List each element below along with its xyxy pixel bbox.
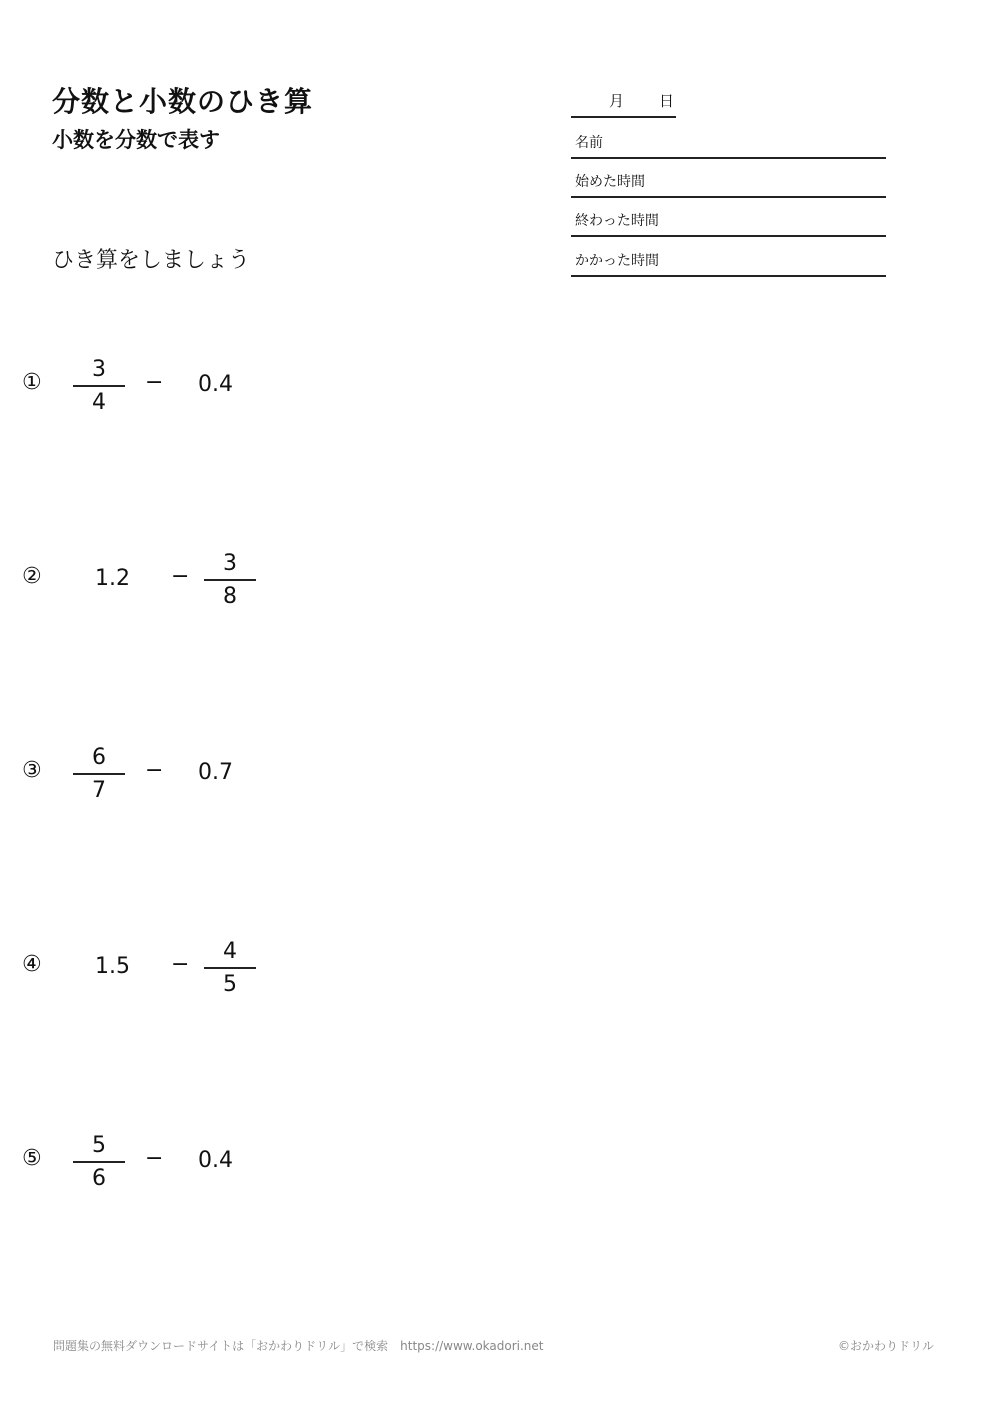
minus-sign: − bbox=[145, 370, 164, 395]
problem-2 bbox=[0, 550, 500, 614]
elapsed-time-field bbox=[571, 238, 886, 277]
problem-number: ③ bbox=[22, 758, 42, 783]
problem-4 bbox=[0, 938, 500, 1002]
minus-sign: − bbox=[171, 952, 190, 977]
fraction-bar bbox=[204, 967, 256, 969]
footer-credit: 問題集の無料ダウンロードサイトは「おかわりドリル」で検索 https://www.okadori.net bbox=[53, 1339, 544, 1353]
date-field bbox=[571, 86, 676, 118]
numerator: 3 bbox=[92, 357, 106, 382]
denominator: 7 bbox=[92, 778, 106, 803]
elapsed-time-label: かかった時間 bbox=[575, 253, 659, 269]
minus-sign: − bbox=[145, 758, 164, 783]
fraction bbox=[204, 938, 256, 998]
numerator: 6 bbox=[92, 745, 106, 770]
name-label: 名前 bbox=[575, 135, 603, 151]
numerator: 3 bbox=[223, 551, 237, 576]
page-subtitle: 小数を分数で表す bbox=[52, 128, 220, 152]
decimal-value: 0.7 bbox=[198, 760, 233, 785]
fraction-bar bbox=[73, 385, 125, 387]
decimal-value: 0.4 bbox=[198, 1148, 233, 1173]
problem-1 bbox=[0, 356, 500, 420]
fraction-bar bbox=[73, 1161, 125, 1163]
end-time-label: 終わった時間 bbox=[575, 213, 659, 229]
page-title: 分数と小数のひき算 bbox=[52, 85, 314, 118]
fraction bbox=[73, 1132, 125, 1192]
numerator: 5 bbox=[92, 1133, 106, 1158]
name-field bbox=[571, 120, 886, 159]
minus-sign: − bbox=[145, 1146, 164, 1171]
problem-number: ④ bbox=[22, 952, 42, 977]
month-label: 月 bbox=[609, 92, 625, 110]
denominator: 5 bbox=[223, 972, 237, 997]
denominator: 4 bbox=[92, 390, 106, 415]
decimal-value: 0.4 bbox=[198, 372, 233, 397]
start-time-field bbox=[571, 159, 886, 198]
fraction bbox=[73, 356, 125, 416]
problem-5 bbox=[0, 1132, 500, 1196]
day-label: 日 bbox=[659, 92, 675, 110]
footer-copyright: ©おかわりドリル bbox=[837, 1339, 934, 1353]
instruction-text: ひき算をしましょう bbox=[52, 248, 251, 273]
problem-number: ① bbox=[22, 370, 42, 395]
denominator: 6 bbox=[92, 1166, 106, 1191]
fraction-bar bbox=[204, 579, 256, 581]
problem-number: ⑤ bbox=[22, 1146, 42, 1171]
minus-sign: − bbox=[171, 564, 190, 589]
problem-number: ② bbox=[22, 564, 42, 589]
decimal-value: 1.2 bbox=[95, 566, 130, 591]
denominator: 8 bbox=[223, 584, 237, 609]
end-time-field bbox=[571, 198, 886, 237]
fraction-bar bbox=[73, 773, 125, 775]
fraction bbox=[73, 744, 125, 804]
start-time-label: 始めた時間 bbox=[575, 174, 645, 190]
fraction bbox=[204, 550, 256, 610]
problem-3 bbox=[0, 744, 500, 808]
decimal-value: 1.5 bbox=[95, 954, 130, 979]
numerator: 4 bbox=[223, 939, 237, 964]
